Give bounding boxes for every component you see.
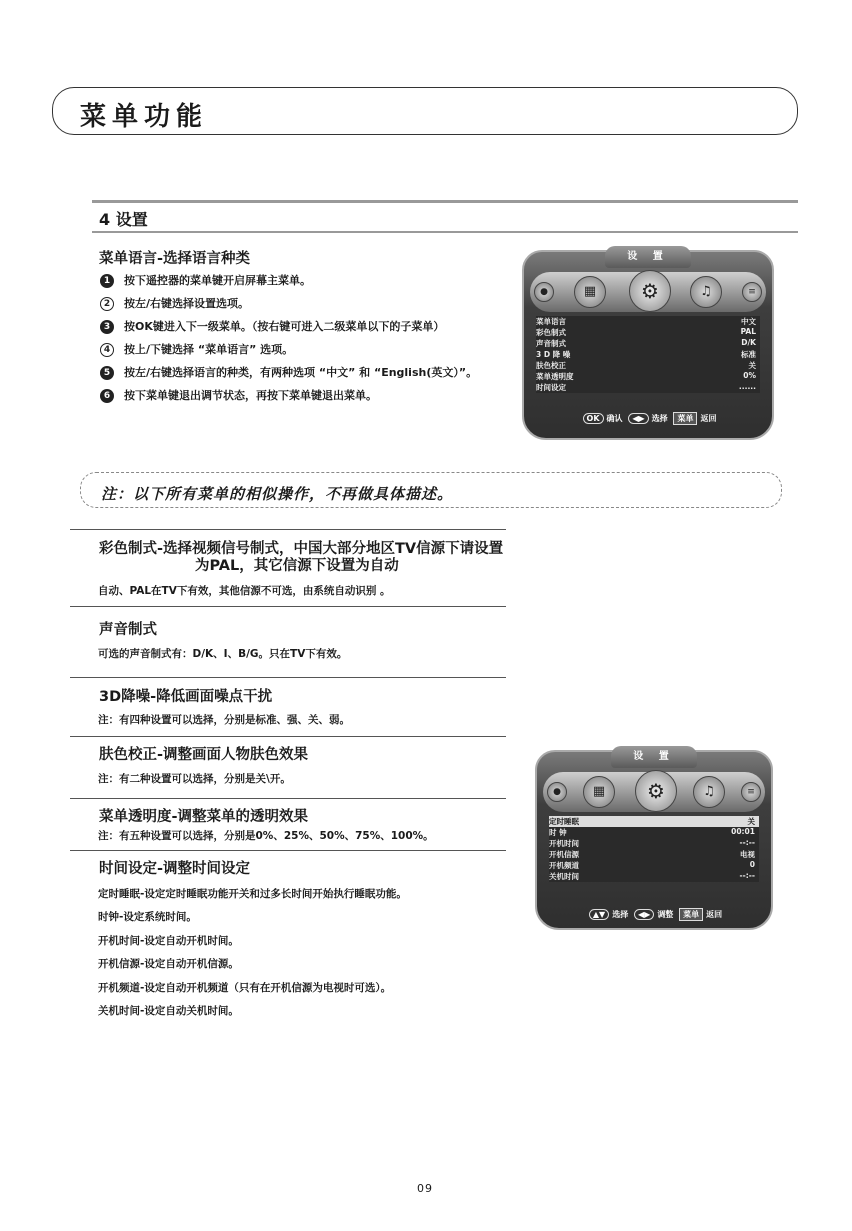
step-4 [100, 341, 293, 357]
dot-icon: ● [534, 282, 554, 302]
step-text-6: 按下菜单键退出调节状态，再按下菜单键退出菜单。 [124, 389, 377, 402]
color-system-heading-1: 彩色制式-选择视频信号制式，中国大部分地区TV信源下请设置 [99, 541, 504, 557]
time-setting-heading: 时间设定-调整时间设定 [99, 861, 251, 877]
step-text-5: 按左/右键选择语言的种类，有两种选项 “中文” 和 “English(英文）”。 [124, 366, 478, 379]
step-text-3: 按OK键进入下一级菜单。（按右键可进入二级菜单以下的子菜单） [124, 320, 445, 333]
time-setting-line: 开机频道-设定自动开机频道（只有在开机信源为电视时可选）。 [98, 982, 392, 994]
step-6 [100, 387, 377, 403]
time-setting-line: 开机信源-设定自动开机信源。 [98, 958, 239, 970]
list-icon: ≡ [741, 782, 761, 802]
tv-menu-icon-bar [530, 272, 766, 312]
tv-menu-row: 开机频道 0 [549, 860, 755, 870]
step-5 [100, 364, 477, 380]
tv-menu-row: 3 D 降 噪 标准 [536, 350, 756, 359]
music-icon: ♫ [690, 276, 722, 308]
tv-menu-row-selected: 定时睡眠 关 [549, 816, 759, 827]
page-number: 09 [417, 1182, 433, 1195]
section-rule-top [92, 200, 798, 203]
step-text-1: 按下遥控器的菜单键开启屏幕主菜单。 [124, 274, 311, 287]
divider [70, 850, 506, 851]
tv-menu-footer: ▲▼ 选择 ◀▶ 调整 菜单 返回 [537, 908, 771, 921]
tv-menu-header: 设 置 [605, 246, 691, 268]
menu-key-icon: 菜单 [679, 908, 703, 921]
noise-reduction-desc: 注：有四种设置可以选择，分别是标准、强、关、弱。 [98, 714, 350, 726]
divider [70, 798, 506, 799]
step-text-4: 按上/下键选择 “菜单语言” 选项。 [124, 343, 294, 356]
tv-menu-row: 开机信源 电视 [549, 850, 755, 859]
step-text-2: 按左/右键选择设置选项。 [124, 297, 250, 310]
tv-settings-menu-1 [522, 250, 774, 440]
tv-menu-icon-bar [543, 772, 765, 812]
page-title: 菜单功能 [80, 102, 209, 132]
tv-menu-row: 声音制式 D/K [536, 338, 756, 348]
step-number-1: 1 [100, 274, 114, 288]
divider [70, 606, 506, 607]
menu-transparency-desc: 注：有五种设置可以选择，分别是0%、25%、50%、75%、100%。 [98, 830, 434, 842]
picture-icon: ▦ [583, 776, 615, 808]
time-setting-line: 定时睡眠-设定定时睡眠功能开关和过多长时间开始执行睡眠功能。 [98, 888, 407, 900]
tv-menu-list [536, 316, 760, 393]
tv-menu-row: 关机时间 --:-- [549, 871, 755, 881]
color-system-heading-2: 为PAL，其它信源下设置为自动 [195, 558, 399, 574]
section-rule-bottom [92, 231, 798, 233]
menu-transparency-heading: 菜单透明度-调整菜单的透明效果 [99, 809, 309, 825]
divider [70, 677, 506, 678]
note-text: 注：以下所有菜单的相似操作，不再做具体描述。 [101, 485, 454, 503]
gear-icon: ⚙ [635, 770, 677, 812]
tv-menu-header: 设 置 [611, 746, 697, 768]
sound-system-heading: 声音制式 [99, 622, 157, 638]
menu-language-heading: 菜单语言-选择语言种类 [99, 251, 251, 267]
divider [70, 736, 506, 737]
tv-menu-row: 彩色制式 PAL [536, 327, 756, 337]
tv-menu-row: 菜单语言 中文 [536, 317, 756, 326]
noise-reduction-heading: 3D降噪-降低画面噪点干扰 [99, 689, 273, 705]
divider [70, 529, 506, 530]
time-setting-line: 时钟-设定系统时间。 [98, 911, 197, 923]
skin-tone-desc: 注：有二种设置可以选择，分别是关\开。 [98, 773, 291, 785]
tv-menu-list [549, 816, 759, 882]
color-system-desc: 自动、PAL在TV下有效，其他信源不可选，由系统自动识别 。 [98, 585, 391, 597]
step-number-4: 4 [100, 343, 114, 357]
dot-icon: ● [547, 782, 567, 802]
menu-key-icon: 菜单 [673, 412, 697, 425]
left-right-key-icon: ◀▶ [628, 413, 648, 424]
tv-menu-row: 时间设定 ...... [536, 382, 756, 392]
gear-icon: ⚙ [629, 270, 671, 312]
skin-tone-heading: 肤色校正-调整画面人物肤色效果 [99, 747, 309, 763]
step-2 [100, 295, 249, 311]
ok-key-icon: OK [583, 413, 604, 424]
up-down-key-icon: ▲▼ [589, 909, 609, 920]
tv-settings-menu-2 [535, 750, 773, 930]
step-1 [100, 272, 311, 288]
music-icon: ♫ [693, 776, 725, 808]
time-setting-line: 关机时间-设定自动关机时间。 [98, 1005, 239, 1017]
list-icon: ≡ [742, 282, 762, 302]
step-3 [100, 318, 444, 334]
tv-menu-row: 开机时间 --:-- [549, 838, 755, 848]
tv-menu-row: 时 钟 00:01 [549, 827, 755, 837]
step-number-2: 2 [100, 297, 114, 311]
step-number-6: 6 [100, 389, 114, 403]
sound-system-desc: 可选的声音制式有：D/K、I、B/G。只在TV下有效。 [98, 648, 348, 660]
time-setting-line: 开机时间-设定自动开机时间。 [98, 935, 239, 947]
section-title: 4 设置 [99, 210, 148, 229]
step-number-5: 5 [100, 366, 114, 380]
tv-menu-footer: OK 确认 ◀▶ 选择 菜单 返回 [524, 412, 772, 425]
picture-icon: ▦ [574, 276, 606, 308]
step-number-3: 3 [100, 320, 114, 334]
left-right-key-icon: ◀▶ [634, 909, 654, 920]
tv-menu-row: 菜单透明度 0% [536, 371, 756, 381]
tv-menu-row: 肤色校正 关 [536, 361, 756, 370]
